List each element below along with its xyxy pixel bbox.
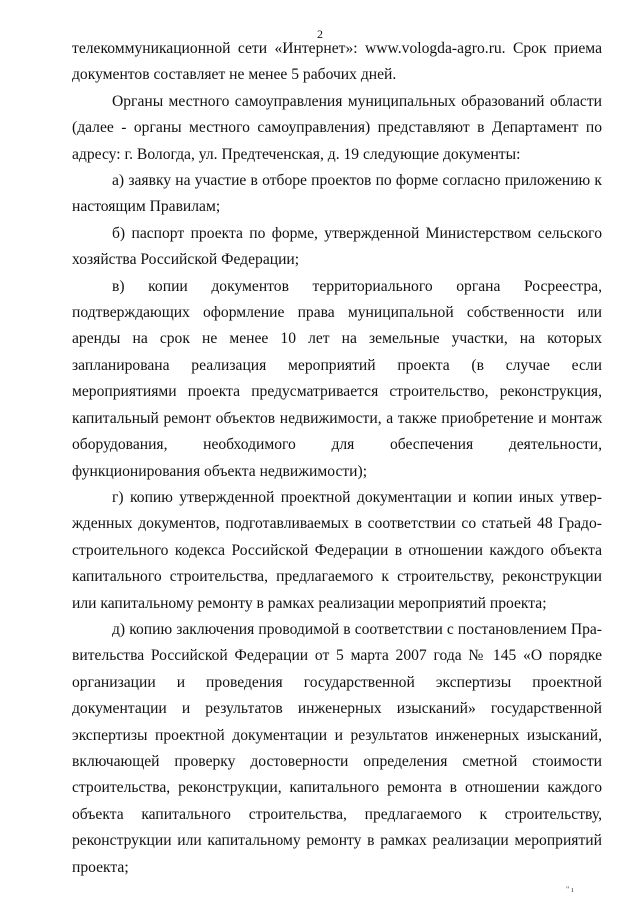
paragraph-local-authorities: Органы местного самоуправления муниципальных образований области (далее - органы местного самоуправления) представляют в Департамент по адресу: г. Вологда, ул. Предтеченская, д. 19 следующие документы: [72,92,602,163]
paragraph-item-b: б) паспорт проекта по форме, утвержденной Министерством сельского хозяйства Российской Федерации; [72,224,602,269]
paragraph-item-v: в) копии документов территориального органа Росреестра, подтверждающих оформление права муниципальной собственности или аренды на срок не менее 10 лет на земельные участки, на которых запланирована реализация мероприятий проекта (в случае если мероприятиями проекта предусматривается строительство, реконструкция, капитальный ремонт объектов недвижимости, а также приобретение и монтаж оборудования, необходимого для обеспечения деятельности, функционирования объекта недвижимости); [72,277,602,480]
paragraph-continuation: телекоммуникационной сети «Интернет»: www.vologda-agro.ru. Срок приема документов составляет не менее 5 рабочих дней. [72,40,602,84]
page-number: 2 [317,27,323,41]
document-body [72,36,602,881]
paragraph-item-g: г) копию утвержденной проектной документации и копии иных утвержденных документов, подготавливаемых в соответствии со статьей 48 Градостроительного кодекса Российской Федерации в отношении каждого объекта капитального строительства, предлагаемого к строительству, реконструкции или капитальному ремонту в рамках реализации мероприятий проекта; [72,488,602,612]
scan-corner-mark: " ı [566,885,574,894]
paragraph-item-d: д) копию заключения проводимой в соответствии с постановлением Правительства Российской Федерации от 5 марта 2007 года № 145 «О порядке организации и проведения государственной экспертизы проектной документации и результатов инженерных изысканий» государственной экспертизы проектной документации и результатов инженерных изысканий, включающей проверку достоверности определения сметной стоимости строительства, реконструкции, капитального ремонта в отношении каждого объекта капитального строительства, предлагаемого к строительству, реконструкции или капитальному ремонту в рамках реализации мероприятий проекта; [72,620,602,876]
paragraph-item-a: а) заявку на участие в отборе проектов по форме согласно приложению к настоящим Правилам; [72,172,602,216]
